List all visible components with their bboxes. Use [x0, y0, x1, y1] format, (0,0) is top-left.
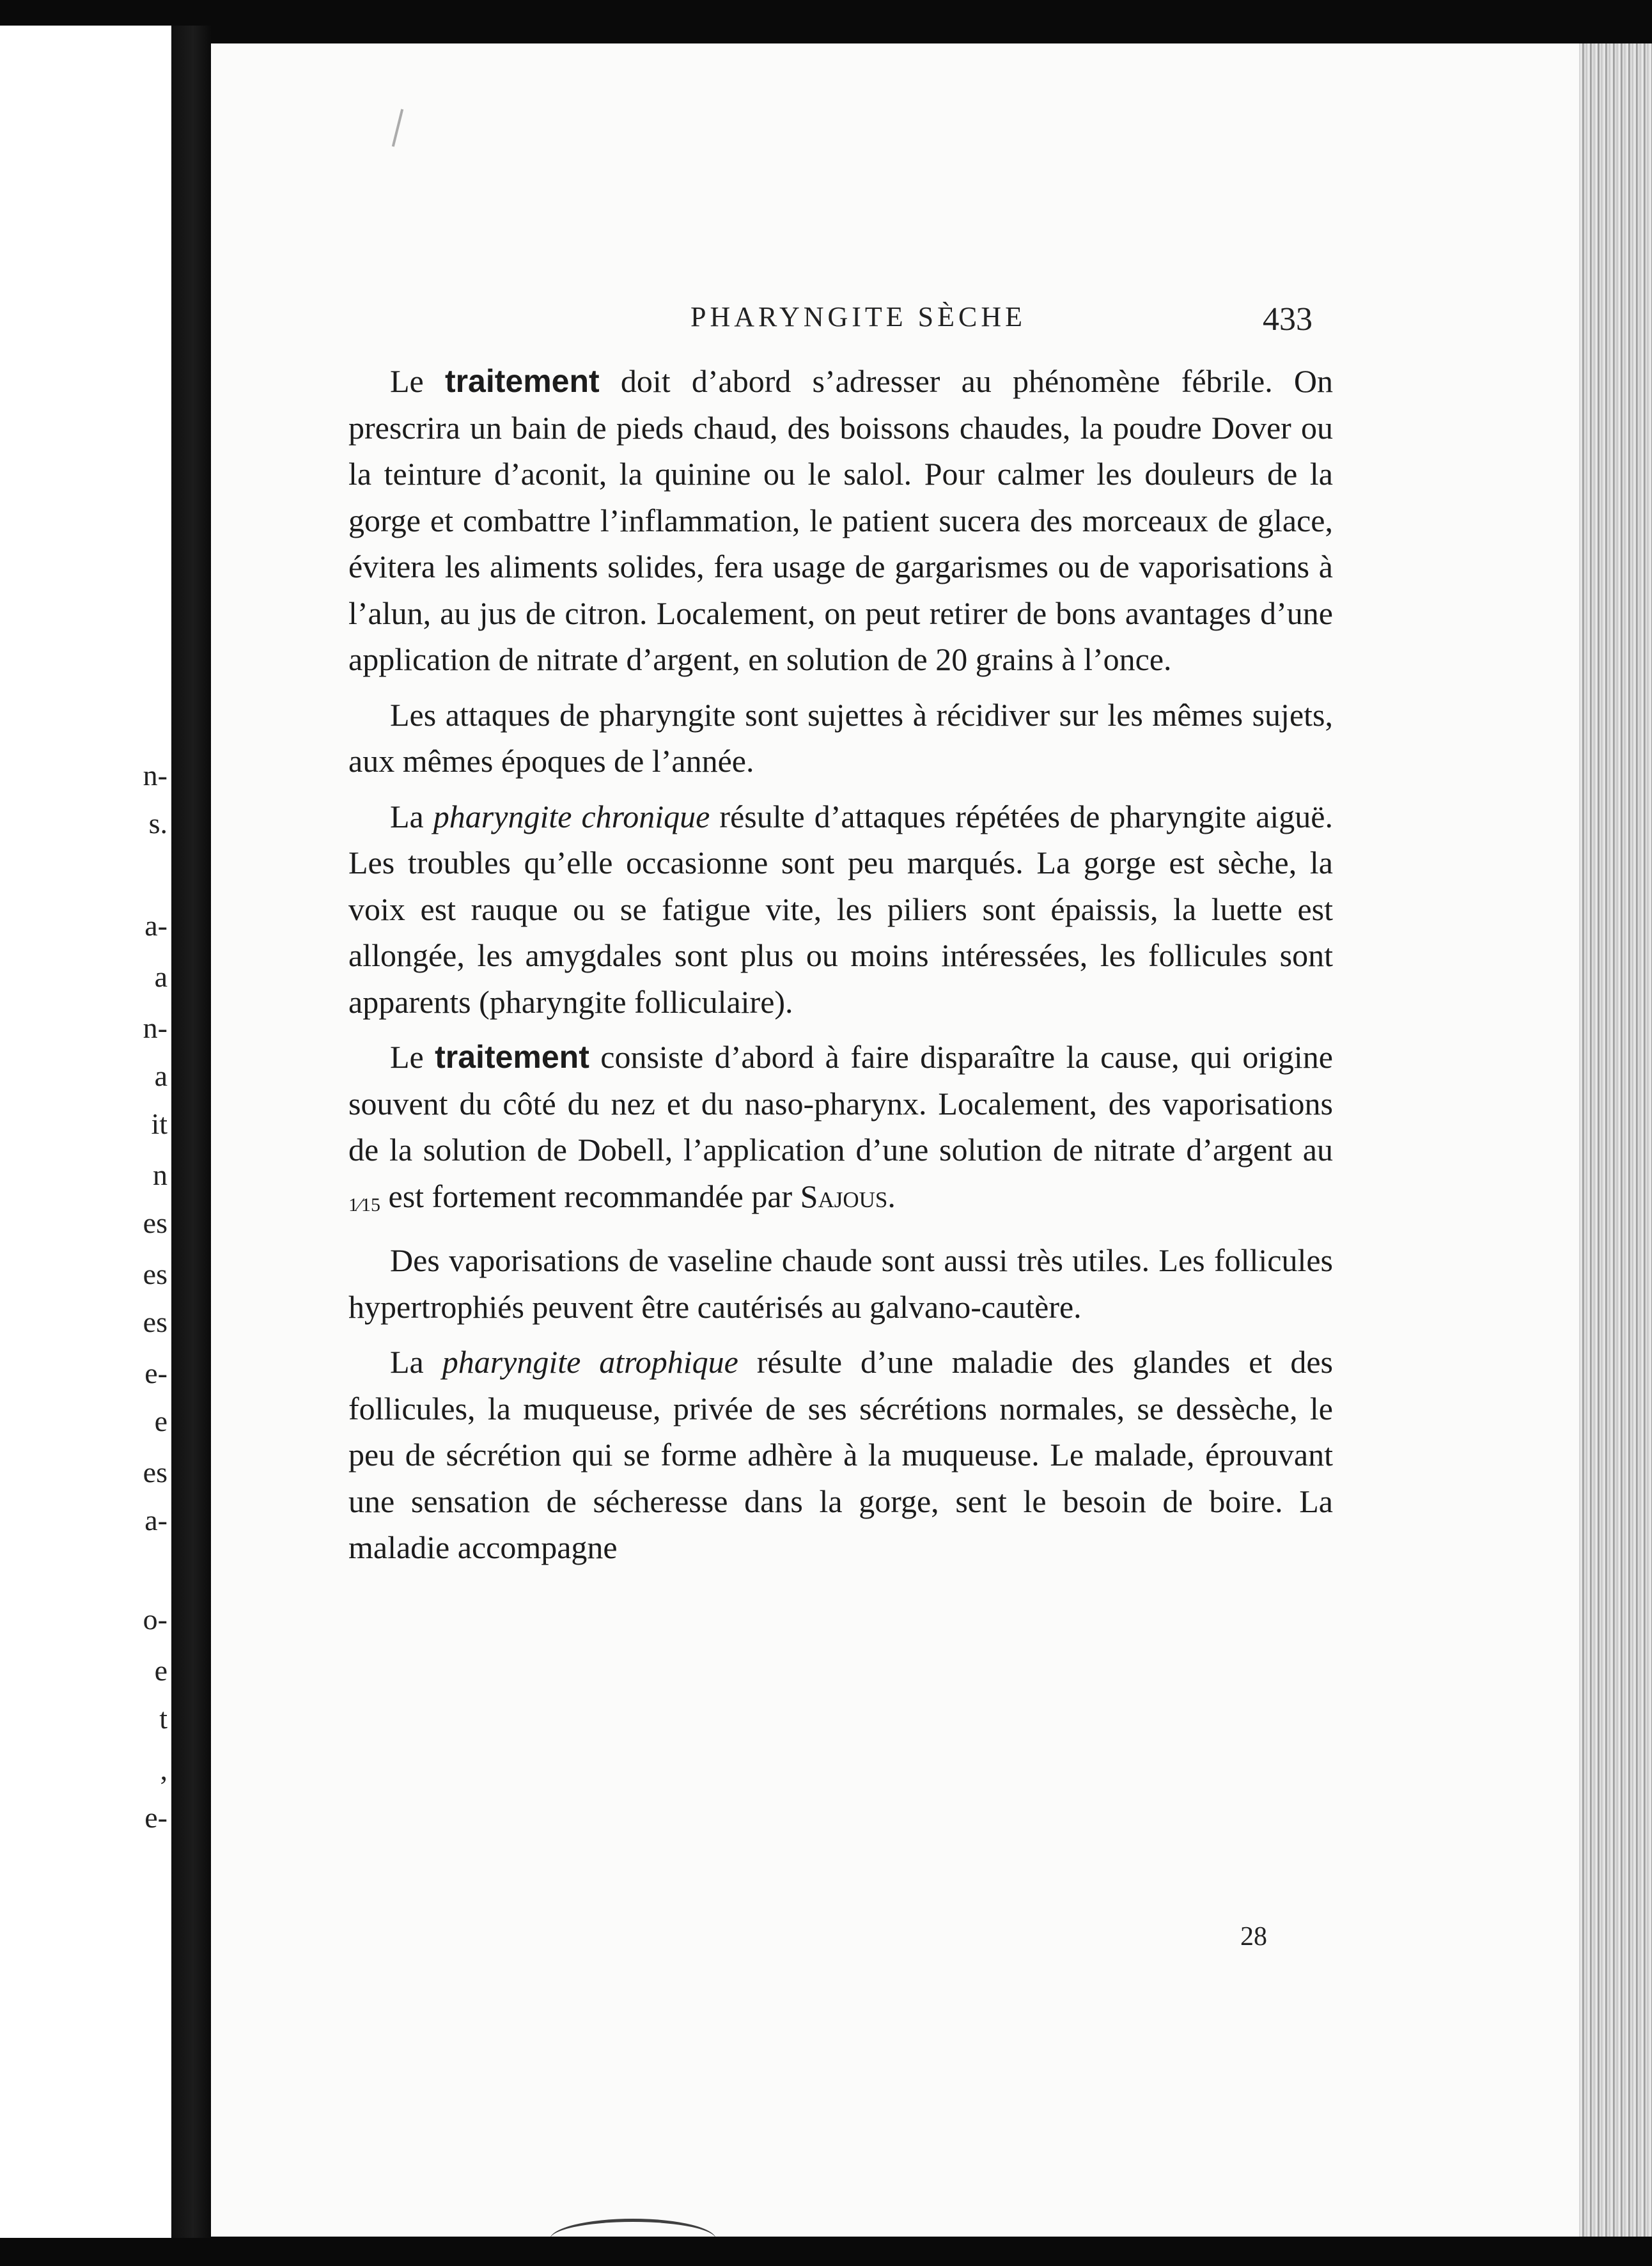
left-margin-fragment: n-	[143, 759, 168, 792]
left-margin-fragment: t	[159, 1702, 168, 1735]
left-margin-fragment: es	[143, 1258, 168, 1290]
left-margin-fragment: es	[143, 1207, 168, 1239]
author-name: Sajous	[800, 1178, 888, 1214]
page-edges	[1579, 43, 1652, 2237]
left-margin-fragment: e-	[144, 1357, 168, 1389]
paragraph: La pharyngite atrophique résulte d’une maladie des glandes et des follicules, la muqueuse, privée de ses sécrétions normales, se dessèche, le peu de sécrétion qui se forme adhère à la muqueuse. Le malade, éprouvant une sensation de sécheresse dans la gorge, sent le besoin de boire. La maladie accompagne	[348, 1344, 1333, 1565]
left-margin-fragment: a	[154, 1059, 168, 1092]
italic-term: pharyngite chronique	[433, 798, 710, 834]
paragraph: Le traitement doit d’abord s’adresser au phénomène fébrile. On prescrira un bain de pieds chaud, des boissons chaudes, la poudre Dover ou la teinture d’aconit, la quinine ou le salol. Pour calmer les douleurs de la gorge et combattre l’inflammation, le patient sucera des morceaux de glace, évitera les aliments solides, fera usage de gargarismes ou de vaporisations à l’alun, au jus de citron. Localement, on peut retirer de bons avantages d’une application de nitrate d’argent, en solution de 20 grains à l’once.	[348, 363, 1333, 677]
body-text	[348, 358, 1333, 1580]
left-margin-fragment: s.	[148, 807, 168, 840]
bold-term: traitement	[444, 363, 600, 399]
book-gutter	[171, 26, 211, 2238]
left-margin-fragment: e	[154, 1654, 168, 1687]
left-margin-fragment: a	[154, 960, 168, 993]
left-page-fragment	[0, 26, 171, 2238]
left-margin-fragment: es	[143, 1456, 168, 1489]
left-margin-fragment: n	[153, 1159, 168, 1191]
scan-blot	[550, 2219, 716, 2260]
fraction: 1⁄15	[348, 1194, 381, 1215]
left-margin-fragment: a-	[144, 1504, 168, 1536]
left-margin-fragment: o-	[143, 1603, 168, 1636]
left-margin-fragment: it	[151, 1107, 168, 1140]
paragraph: Les attaques de pharyngite sont sujettes à récidiver sur les mêmes sujets, aux mêmes époques de l’année.	[348, 696, 1333, 779]
left-margin-fragment: e	[154, 1405, 168, 1437]
left-margin-fragment: ,	[160, 1753, 168, 1786]
left-margin-fragment: a-	[144, 909, 168, 942]
italic-term: pharyngite atrophique	[442, 1344, 738, 1380]
paragraph: Des vaporisations de vaseline chaude sont aussi très utiles. Les follicules hypertrophiés peuvent être cautérisés au galvano-cautère.	[348, 1242, 1333, 1325]
page-number: 433	[1263, 301, 1313, 338]
left-margin-fragment: es	[143, 1306, 168, 1338]
paragraph: Le traitement consiste d’abord à faire disparaître la cause, qui origine souvent du côté du nez et du naso-pharynx. Localement, des vaporisations de la solution de Dobell, l’application d’une solution de nitrate d’argent au 1⁄15 est fortement recommandée par Sajous.	[348, 1039, 1333, 1215]
paragraph: La pharyngite chronique résulte d’attaques répétées de pharyngite aiguë. Les troubles qu’elle occasionne sont peu marqués. La gorge est sèche, la voix est rauque ou se fatigue vite, les piliers sont épaissis, la luette est allongée, les amygdales sont plus ou moins intéressées, les follicules sont apparents (pharyngite folliculaire).	[348, 798, 1333, 1020]
bold-term: traitement	[435, 1039, 589, 1075]
left-margin-fragment: n-	[143, 1012, 168, 1044]
signature-mark: 28	[1240, 1922, 1267, 1951]
running-head: PHARYNGITE SÈCHE	[690, 301, 1027, 332]
left-margin-fragment: e-	[144, 1801, 168, 1834]
